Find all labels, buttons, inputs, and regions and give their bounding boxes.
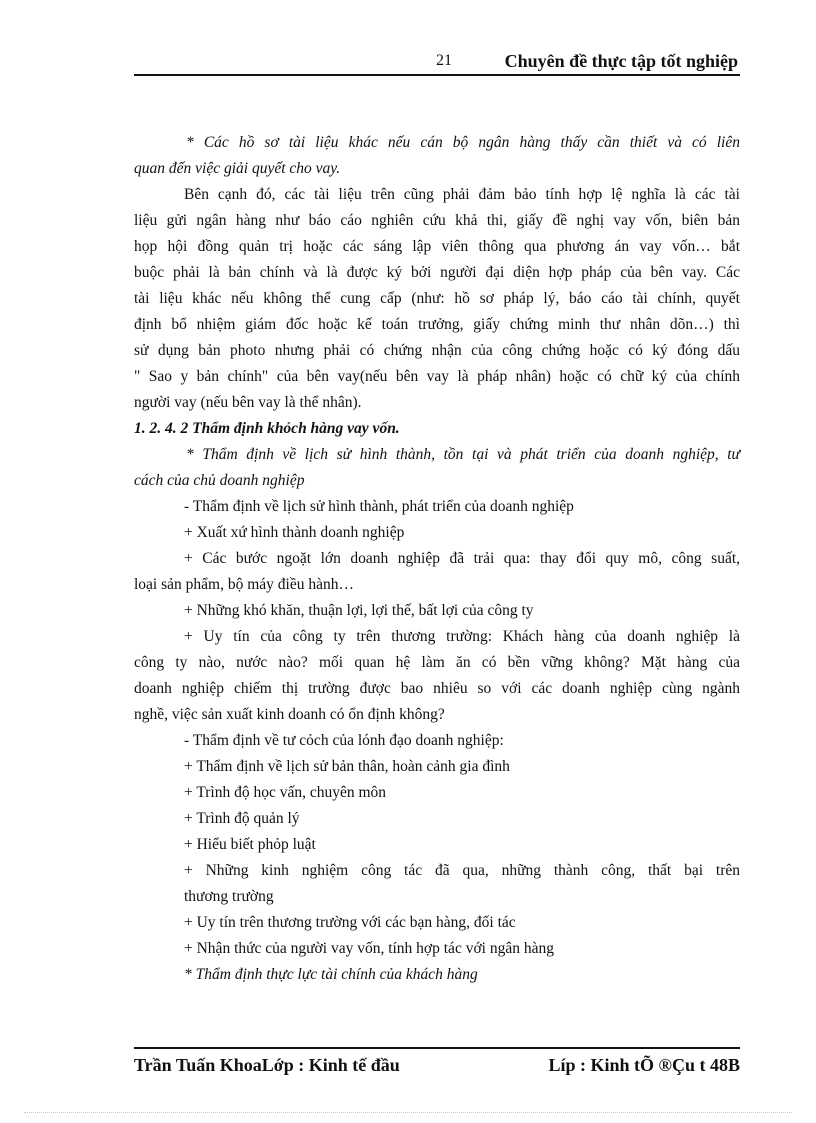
document-body [134,130,740,988]
body-line: * Thẩm định thực lực tài chính của khách hàng [184,966,478,983]
body-line: + Uy tín của công ty trên thương trường: Khách hàng của doanh nghiệp là [184,628,740,645]
body-line: sử dụng bản photo nhưng phải có chứng nhận của công chứng hoặc có ký đóng dấu [134,342,740,359]
body-line: buộc phải là bản chính và là được ký bởi người đại diện hợp pháp của bên vay. Các [134,264,740,281]
body-line: cách của chủ doanh nghiệp [134,472,305,489]
body-line: + Trình độ học vấn, chuyên môn [184,784,387,801]
body-line: * Thẩm định về lịch sử hình thành, tồn tại và phát triển của doanh nghiệp, tư [186,446,740,463]
body-line: " Sao y bản chính" của bên vay(nếu bên vay là pháp nhân) hoặc có chữ ký của chính [134,368,740,385]
body-line: quan đến việc giải quyết cho vay. [134,160,341,177]
body-line: + Hiểu biết phỏp luật [184,836,316,853]
body-line: nghề, việc sản xuất kinh doanh có ổn định không? [134,706,445,723]
body-line: Bên cạnh đó, các tài liệu trên cũng phải đảm bảo tính hợp lệ nghĩa là các tài [184,186,740,203]
section-heading: 1. 2. 4. 2 Thẩm định khỏch hàng vay vốn. [134,420,400,437]
footer-left: Trần Tuấn KhoaLớp : Kinh tế đầu [134,1055,400,1075]
body-line: - Thẩm định về lịch sử hình thành, phát triển của doanh nghiệp [184,498,574,515]
body-line: + Trình độ quản lý [184,810,300,827]
body-line: liệu gửi ngân hàng như báo cáo nghiên cứu khả thi, giấy đề nghị vay vốn, biên bản [134,212,740,229]
body-line: * Các hồ sơ tài liệu khác nếu cán bộ ngân hàng thấy cần thiết và có liên [186,134,740,151]
body-line: + Thẩm định về lịch sử bản thân, hoàn cảnh gia đình [184,758,510,775]
body-line: + Uy tín trên thương trường với các bạn hàng, đối tác [184,914,516,931]
body-line: + Những khó khăn, thuận lợi, lợi thế, bất lợi của công ty [184,602,534,619]
body-line: loại sản phẩm, bộ máy điều hành… [134,576,354,593]
body-line: + Các bước ngoặt lớn doanh nghiệp đã trải qua: thay đổi quy mô, công suất, [184,550,740,567]
header-title: Chuyên đề thực tập tốt nghiệp [504,51,738,71]
body-line: họp hội đồng quản trị hoặc các sáng lập viên thông qua phương án vay vốn… bắt [134,238,740,255]
body-line: - Thẩm định về tư cỏch của lónh đạo doanh nghiệp: [184,732,504,749]
page-footer [134,1047,740,1075]
page-number: 21 [436,52,452,69]
body-line: tài liệu khác nếu không thể cung cấp (như: hồ sơ pháp lý, báo cáo tài chính, quyết [134,290,740,307]
body-line: + Xuất xứ hình thành doanh nghiệp [184,524,405,541]
body-line: + Nhận thức của người vay vốn, tính hợp tác với ngân hàng [184,940,554,957]
body-line: người vay (nếu bên vay là thể nhân). [134,394,362,411]
body-line: định bổ nhiệm giám đốc hoặc kế toán trưởng, giấy chứng minh thư nhân dõn…) thì [134,316,740,333]
body-line: + Những kinh nghiệm công tác đã qua, những thành công, thất bại trên [184,862,740,879]
footer-right: Líp : Kinh tÕ ®Çu t 48B [548,1055,740,1075]
body-line: doanh nghiệp chiếm thị trường được bao nhiêu so với các doanh nghiệp cùng ngành [134,680,740,697]
body-line: thương trường [184,888,274,905]
page-edge [24,1112,792,1113]
body-line: công ty nào, nước nào? mối quan hệ làm ăn có bền vững không? Mặt hàng của [134,654,740,671]
page-header [134,46,740,76]
